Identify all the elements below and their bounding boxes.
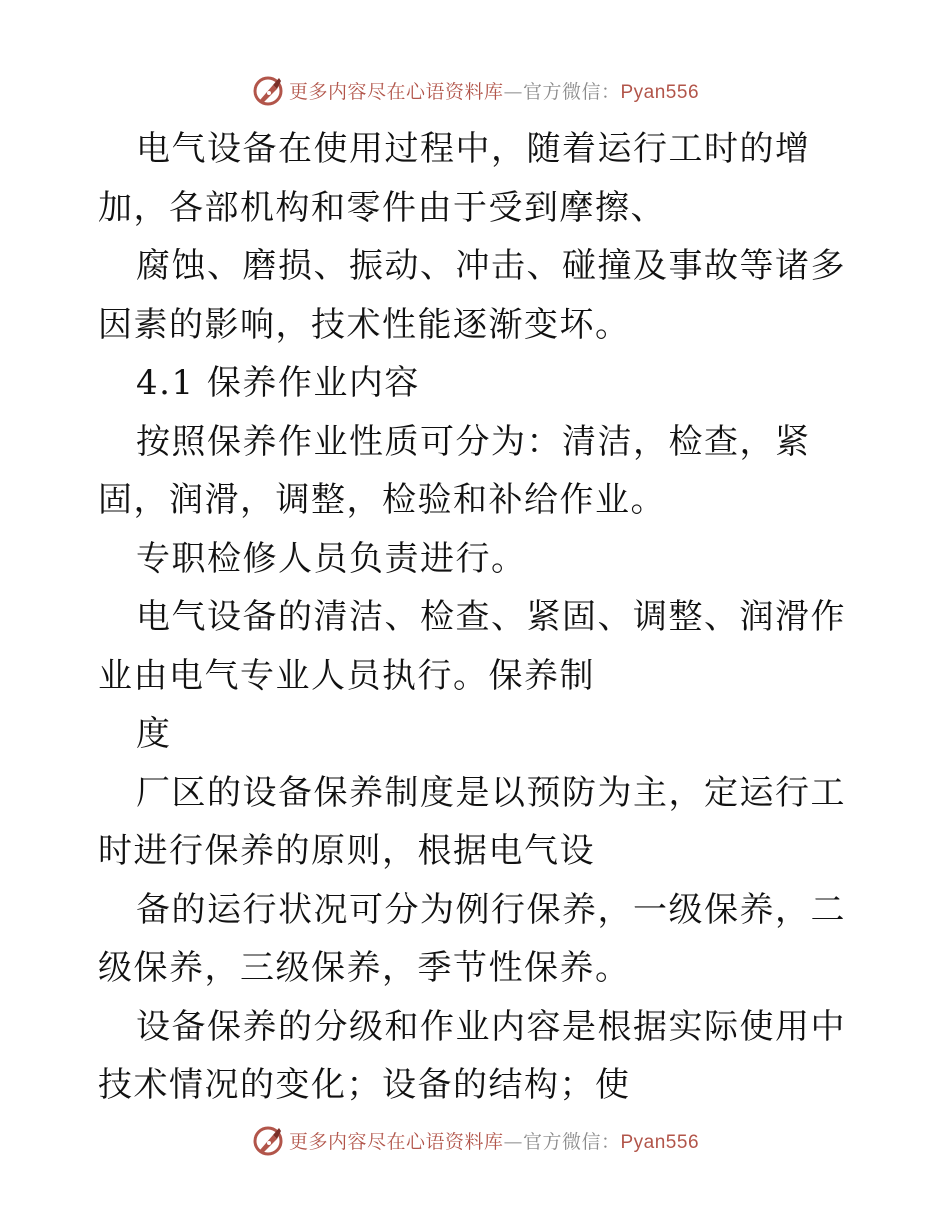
paragraph: 设备保养的分级和作业内容是根据实际使用中技术情况的变化；设备的结构；使 (98, 1006, 846, 1105)
document-body (98, 120, 858, 1115)
banner-text (289, 1127, 699, 1154)
paragraph: 腐蚀、磨损、振动、冲击、碰撞及事故等诸多因素的影响，技术性能逐渐变坏。 (98, 246, 846, 345)
banner-dash: — (503, 1130, 523, 1153)
paragraph: 专职检修人员负责进行。 (136, 538, 527, 579)
header-banner (0, 70, 950, 110)
banner-wechat-id: Pyan556 (620, 1131, 700, 1153)
banner-dash: — (503, 80, 523, 103)
paragraph: 电气设备在使用过程中，随着运行工时的增加，各部机构和零件由于受到摩擦、 (98, 129, 811, 228)
paragraph: 厂区的设备保养制度是以预防为主，定运行工时进行保养的原则，根据电气设 (98, 772, 846, 871)
banner-wechat-id: Pyan556 (620, 81, 700, 103)
banner-text (289, 77, 699, 104)
section-heading: 4.1 保养作业内容 (136, 363, 420, 403)
paragraph: 备的运行状况可分为例行保养，一级保养，二级保养，三级保养，季节性保养。 (98, 889, 846, 988)
footer-banner (0, 1120, 950, 1160)
paragraph: 电气设备的清洁、检查、紧固、调整、润滑作业由电气专业人员执行。保养制 (98, 597, 846, 696)
banner-wechat-label: 官方微信： (522, 1130, 621, 1153)
pen-nib-logo-icon (251, 1123, 285, 1157)
paragraph: 按照保养作业性质可分为：清洁，检查，紧固，润滑，调整，检验和补给作业。 (98, 421, 811, 520)
pen-nib-logo-icon (251, 73, 285, 107)
paragraph: 度 (136, 714, 172, 754)
banner-wechat-label: 官方微信： (522, 80, 621, 103)
banner-main-text: 更多内容尽在心语资料库 (288, 80, 504, 103)
banner-main-text: 更多内容尽在心语资料库 (288, 1130, 504, 1153)
